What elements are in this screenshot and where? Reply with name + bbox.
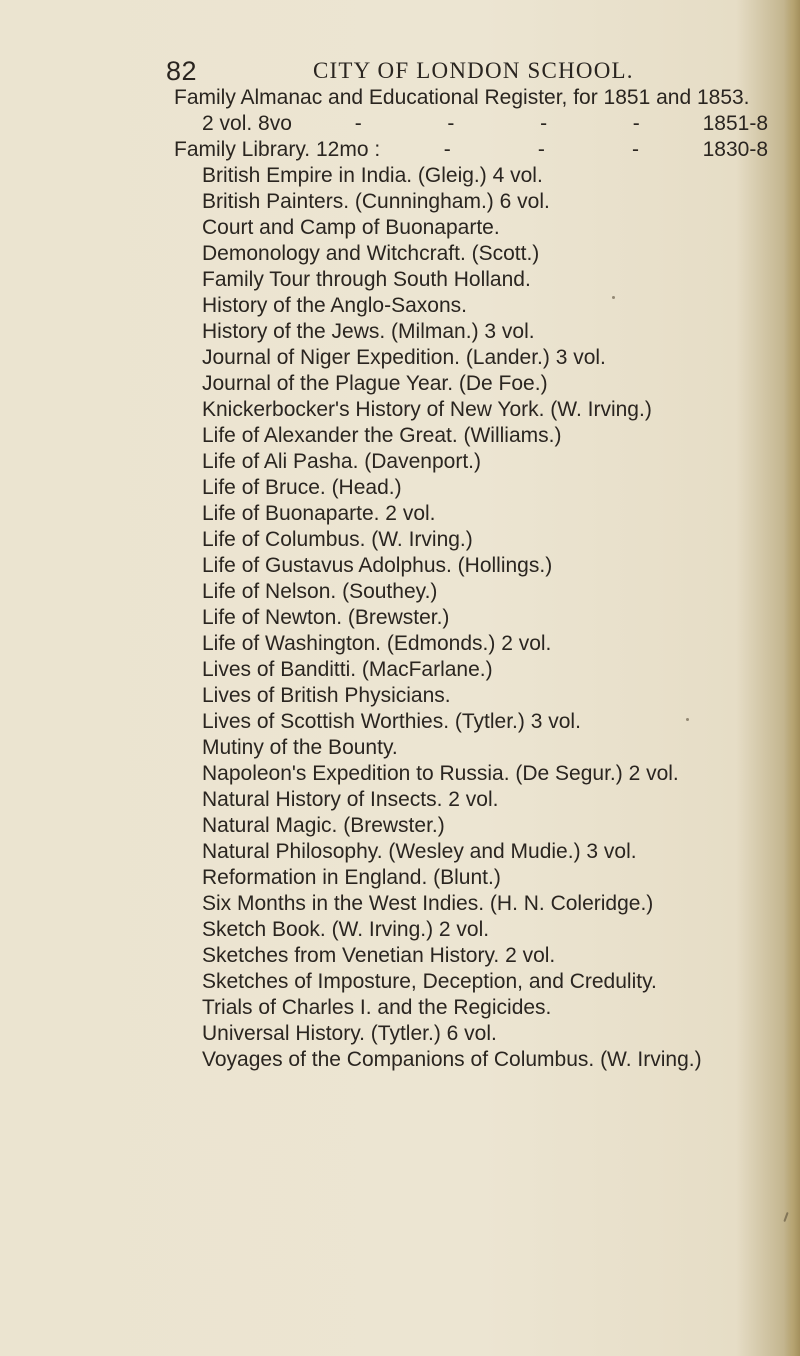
entry-text: Life of Alexander the Great. (Williams.) (202, 424, 562, 447)
entry-text: Family Almanac and Educational Register, for 1851 and 1853. (174, 86, 750, 109)
leader-dash: - (632, 138, 640, 161)
entry-text: British Empire in India. (Gleig.) 4 vol. (202, 164, 543, 187)
entry-text: Universal History. (Tytler.) 6 vol. (202, 1022, 497, 1045)
entry-text: Family Library. 12mo : (174, 138, 381, 161)
entry-text: Life of Washington. (Edmonds.) 2 vol. (202, 632, 552, 655)
list-item (174, 683, 774, 709)
list-item (174, 553, 774, 579)
catalogue-entry-family-almanac (174, 85, 774, 111)
entry-text: Journal of Niger Expedition. (Lander.) 3 vol. (202, 346, 606, 369)
running-title: CITY OF LONDON SCHOOL. (313, 58, 634, 83)
page-edge-shadow (784, 0, 800, 1356)
leader-dash: - (537, 138, 545, 161)
list-item (174, 293, 774, 319)
entry-text: Family Tour through South Holland. (202, 268, 531, 291)
list-item (174, 267, 774, 293)
entry-text: Life of Newton. (Brewster.) (202, 606, 450, 629)
entry-text: Life of Nelson. (Southey.) (202, 580, 438, 603)
entry-text: Knickerbocker's History of New York. (W. Irving.) (202, 398, 652, 421)
entry-text: Court and Camp of Buonaparte. (202, 216, 500, 239)
list-item (174, 865, 774, 891)
entry-text: Sketches of Imposture, Deception, and Credulity. (202, 970, 657, 993)
entry-text: Life of Gustavus Adolphus. (Hollings.) (202, 554, 553, 577)
catalogue-list (174, 85, 774, 1073)
list-item (174, 345, 774, 371)
list-item (174, 1047, 774, 1073)
entry-text: Life of Columbus. (W. Irving.) (202, 528, 473, 551)
entry-text: Natural Magic. (Brewster.) (202, 814, 445, 837)
catalogue-entry-family-library (174, 137, 774, 163)
list-item (174, 163, 774, 189)
list-item (174, 735, 774, 761)
list-item (174, 215, 774, 241)
entry-text: Reformation in England. (Blunt.) (202, 866, 501, 889)
leader-dash: - (354, 112, 362, 135)
list-item (174, 371, 774, 397)
list-item (174, 995, 774, 1021)
entry-text: Sketches from Venetian History. 2 vol. (202, 944, 556, 967)
entry-text: Lives of British Physicians. (202, 684, 451, 707)
list-item (174, 319, 774, 345)
leader-dash: - (632, 112, 640, 135)
list-item (174, 423, 774, 449)
entry-text: History of the Anglo-Saxons. (202, 294, 467, 317)
entry-text: History of the Jews. (Milman.) 3 vol. (202, 320, 535, 343)
entry-text: Sketch Book. (W. Irving.) 2 vol. (202, 918, 490, 941)
list-item (174, 917, 774, 943)
list-item (174, 579, 774, 605)
entry-text: Life of Ali Pasha. (Davenport.) (202, 450, 481, 473)
entry-date: 1851-8 (702, 112, 768, 135)
entry-text: Voyages of the Companions of Columbus. (W. Irving.) (202, 1048, 702, 1071)
entry-text: British Painters. (Cunningham.) 6 vol. (202, 190, 550, 213)
list-item (174, 787, 774, 813)
entry-text: Lives of Banditti. (MacFarlane.) (202, 658, 493, 681)
entry-text: Natural Philosophy. (Wesley and Mudie.) 3 vol. (202, 840, 637, 863)
list-item (174, 189, 774, 215)
page-number: 82 (166, 56, 198, 86)
list-item (174, 631, 774, 657)
list-item (174, 605, 774, 631)
list-item (174, 449, 774, 475)
leader-dashes (292, 111, 703, 137)
catalogue-entry-continuation (174, 111, 774, 137)
list-item (174, 397, 774, 423)
leader-dashes (380, 137, 702, 163)
paper-speck (612, 296, 615, 299)
leader-dash: - (540, 112, 548, 135)
entry-text: 2 vol. 8vo (202, 112, 292, 135)
list-item (174, 761, 774, 787)
entry-text: Life of Buonaparte. 2 vol. (202, 502, 436, 525)
entry-text: Mutiny of the Bounty. (202, 736, 398, 759)
entry-text: Trials of Charles I. and the Regicides. (202, 996, 552, 1019)
entry-text: Natural History of Insects. 2 vol. (202, 788, 499, 811)
leader-dash: - (447, 112, 455, 135)
list-item (174, 475, 774, 501)
list-item (174, 501, 774, 527)
entry-text: Journal of the Plague Year. (De Foe.) (202, 372, 548, 395)
list-item (174, 241, 774, 267)
family-library-volumes (174, 163, 774, 1073)
list-item (174, 839, 774, 865)
list-item (174, 709, 774, 735)
leader-dash: - (443, 138, 451, 161)
list-item (174, 969, 774, 995)
entry-text: Napoleon's Expedition to Russia. (De Segur.) 2 vol. (202, 762, 679, 785)
entry-text: Lives of Scottish Worthies. (Tytler.) 3 vol. (202, 710, 581, 733)
entry-date: 1830-8 (702, 138, 768, 161)
paper-speck (686, 718, 689, 721)
entry-text: Six Months in the West Indies. (H. N. Coleridge.) (202, 892, 654, 915)
entry-text: Life of Bruce. (Head.) (202, 476, 402, 499)
list-item (174, 527, 774, 553)
list-item (174, 1021, 774, 1047)
entry-text: Demonology and Witchcraft. (Scott.) (202, 242, 540, 265)
list-item (174, 657, 774, 683)
list-item (174, 891, 774, 917)
list-item (174, 813, 774, 839)
list-item (174, 943, 774, 969)
